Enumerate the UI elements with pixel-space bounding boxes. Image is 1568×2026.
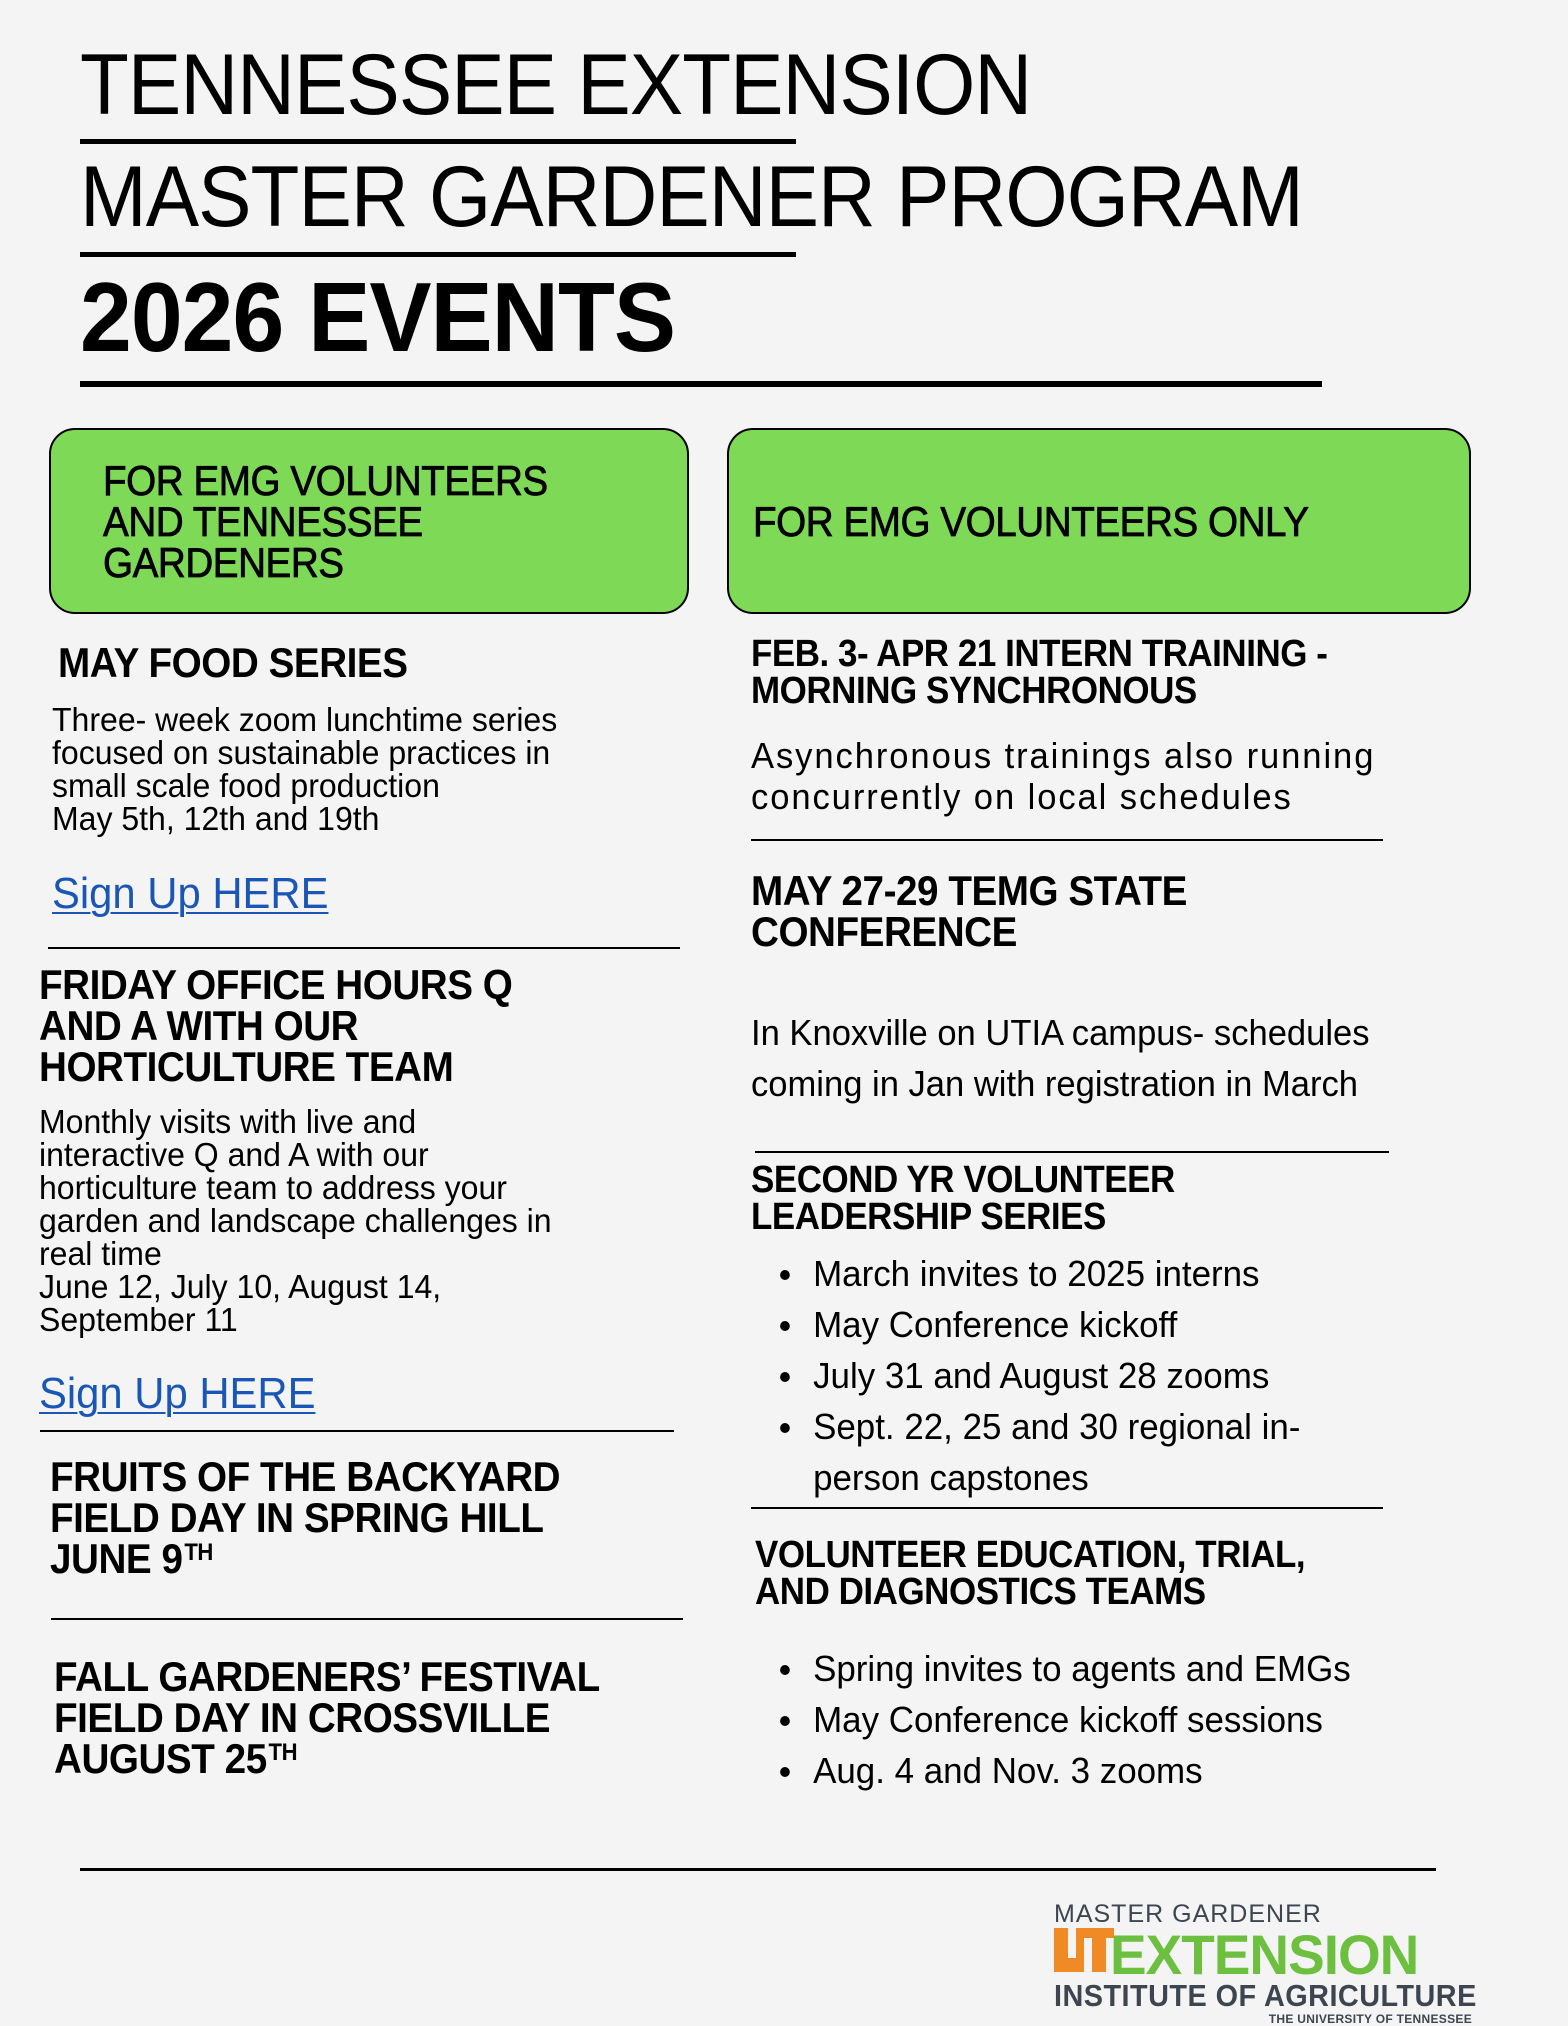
logo-master-gardener-text: MASTER GARDENER [1054,1900,1322,1928]
sign-up-link[interactable]: Sign Up HERE [39,1369,316,1418]
divider [40,1430,674,1432]
event-title: MAY 27-29 TEMG STATE CONFERENCE [751,867,1187,955]
event-title-text: FALL GARDENERS’ FESTIVAL FIELD DAY IN CROSSVILLE AUGUST 25 [54,1653,600,1782]
list-item: May Conference kickoff sessions [751,1694,1351,1745]
event-title [50,1453,561,1582]
audience-label-volunteers: FOR EMG VOLUNTEERS ONLY [753,497,1309,545]
ut-extension-logo [1054,1900,1477,2026]
title-line-2: MASTER GARDENER PROGRAM [80,149,1303,245]
list-item: July 31 and August 28 zooms [751,1350,1300,1401]
title-underline-3 [80,381,1322,387]
list-item: March invites to 2025 interns [751,1248,1300,1299]
event-description: In Knoxville on UTIA campus- schedules coming in Jan with registration in March [751,1012,1370,1104]
divider [751,839,1383,841]
list-item: Sept. 22, 25 and 30 regional in- person capstones [751,1401,1300,1503]
logo-extension-text: EXTENSION [1110,1923,1419,1986]
title-underline-1 [80,139,796,144]
event-title: SECOND YR VOLUNTEER LEADERSHIP SERIES [751,1159,1175,1238]
list-item: Spring invites to agents and EMGs [751,1643,1351,1694]
divider [48,947,680,949]
event-title: FEB. 3- APR 21 INTERN TRAINING - MORNING SYNCHRONOUS [751,633,1328,712]
ordinal-suffix: TH [268,1739,298,1766]
event-description: Monthly visits with live and interactive Q and A with our horticulture team to address your garden and landscape challenges in real time June 12, July 10, August 14, September 11 [39,1103,552,1338]
page-title: 2026 EVENTS [80,262,676,372]
title-underline-2 [80,252,796,257]
event-description: Three- week zoom lunchtime series focused on sustainable practices in small scale food production May 5th, 12th and 19th [52,701,558,837]
divider [755,1151,1389,1153]
divider [751,1507,1383,1509]
list-item: Aug. 4 and Nov. 3 zooms [751,1745,1351,1796]
event-description: Asynchronous trainings also running concurrently on local schedules [751,735,1376,817]
divider [51,1618,683,1620]
event-title [54,1653,600,1782]
sign-up-link[interactable]: Sign Up HERE [52,869,329,918]
ut-mark-icon [1054,1928,1114,1972]
logo-university-text: THE UNIVERSITY OF TENNESSEE [1268,2012,1472,2026]
event-title-text: FRUITS OF THE BACKYARD FIELD DAY IN SPRING HILL JUNE 9 [50,1453,561,1582]
logo-institute-text: INSTITUTE OF AGRICULTURE [1054,1978,1477,2013]
list-item: May Conference kickoff [751,1299,1300,1350]
audience-box-public [49,428,689,614]
audience-box-volunteers [727,428,1471,614]
audience-label-public: FOR EMG VOLUNTEERS AND TENNESSEE GARDENERS [103,456,548,586]
event-bullet-list [751,1248,1317,1503]
footer-divider [80,1868,1436,1871]
event-title: FRIDAY OFFICE HOURS Q AND A WITH OUR HORTICULTURE TEAM [39,961,513,1090]
event-title: MAY FOOD SERIES [58,639,408,686]
ordinal-suffix: TH [184,1539,213,1566]
title-line-1: TENNESSEE EXTENSION [80,37,1032,133]
event-title: VOLUNTEER EDUCATION, TRIAL, AND DIAGNOSTICS TEAMS [755,1534,1306,1613]
event-bullet-list [751,1643,1369,1796]
